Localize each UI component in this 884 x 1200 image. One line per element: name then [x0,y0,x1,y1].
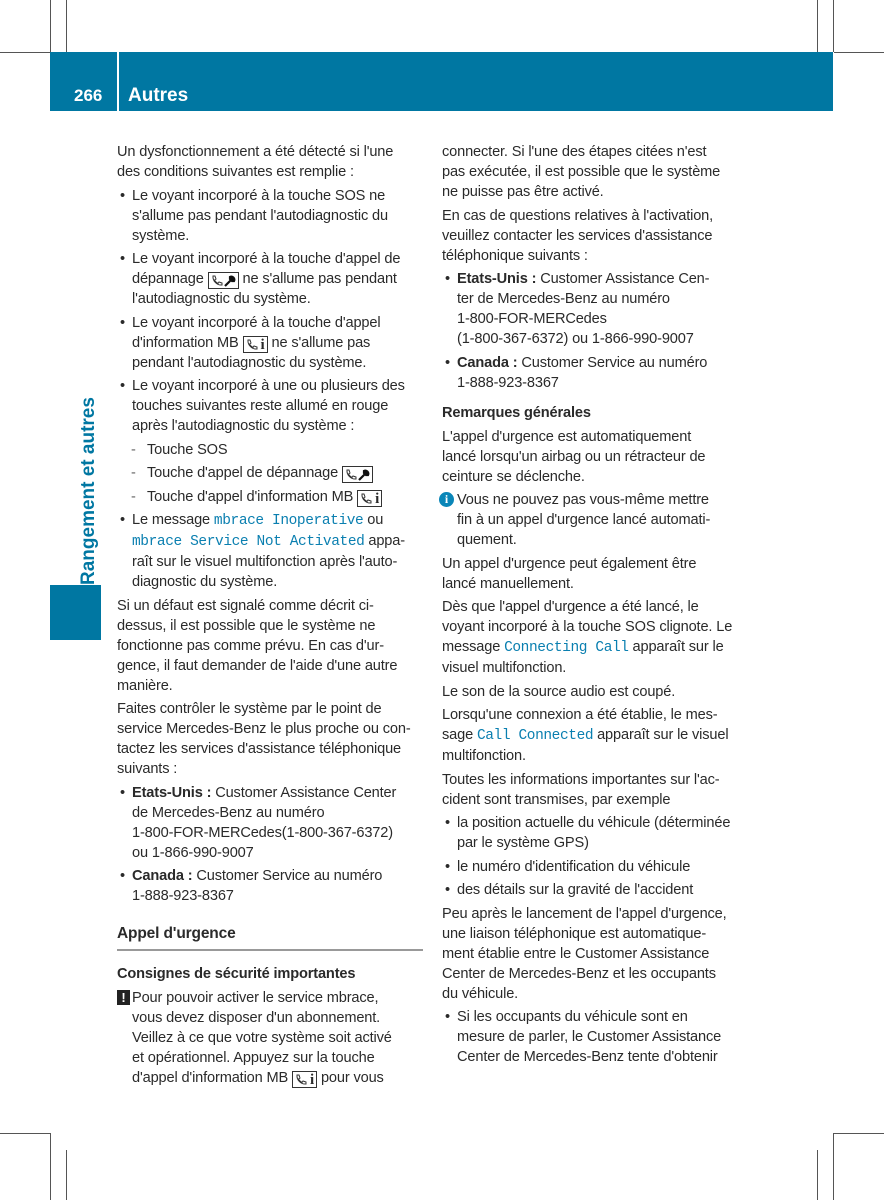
paragraph [442,427,748,487]
bullet-item [442,880,748,900]
display-message: mbrace Inoperative [213,513,364,529]
display-message: Connecting Call [504,640,629,656]
warning-icon: ! [117,990,130,1005]
header-divider [117,0,119,111]
bold-label: Canada : [132,868,193,884]
paragraph [442,904,748,1004]
text: Le voyant incorporé à une ou plusieurs des touches suivantes reste allumé en rouge après l'autodiagnostic du système : [132,378,405,434]
text: Consignes de sécurité importantes [117,966,356,982]
sub-list-item [117,463,423,483]
left-column [117,142,423,1092]
bold-label: Canada : [457,354,518,371]
bullet-item [442,813,748,853]
text: ou [367,512,384,528]
side-tab-label: Rangement et autres [78,397,99,585]
crop-mark [0,1133,50,1134]
text: Dès que l'appel d'urgence a été lancé, le voyant incorporé à la touche SOS clignote. Le message [442,599,733,655]
bullet-item [442,269,748,349]
text: L'appel d'urgence est automatiquement lancé lorsqu'un airbag ou un rétracteur de ceinture se déclenche. [442,428,706,485]
display-message: mbrace Service Not Activated [132,534,365,550]
display-message: Call Connected [476,728,594,744]
text: Touche SOS [147,441,228,458]
text: Le voyant incorporé à la touche SOS ne s'allume pas pendant l'autodiagnostic du système. [132,187,388,244]
phone-info-icon: i [243,336,268,353]
text: Le son de la source audio est coupé. [442,683,676,700]
sub-list-item [117,487,423,507]
text: apparaît sur le visuel multifonction. [442,639,724,676]
paragraph [442,206,748,266]
text: ne s'allume pas pendant l'autodiagnostic du système. [132,271,397,307]
text: pour vous [317,1070,384,1086]
text: Un dysfonctionnement a été détecté si l'une des conditions suivantes est remplie : [117,144,394,180]
right-column [442,142,748,1071]
text: Remarques générales [442,404,591,421]
crop-mark [66,0,67,52]
text: Si un défaut est signalé comme décrit ci- dessus, il est possible que le système ne fonctionne pas comme prévu. En cas d'ur- gence, il faut demander de l'aide d'une autre manière. [117,597,398,694]
paragraph [117,596,423,696]
crop-mark [833,0,834,52]
bold-label: Etats-Unis : [132,784,212,801]
text: En cas de questions relatives à l'activation, veuillez contacter les services d'assistance téléphonique suivants : [442,207,714,264]
bullet-item [117,866,423,906]
text: connecter. Si l'une des étapes citées n'est pas exécutée, il est possible que le système ne puisse pas être activé. [442,144,721,200]
paragraph [442,597,748,678]
text: Le message [132,512,214,528]
crop-mark [817,1150,818,1200]
text: Customer Assistance Cen- ter de Mercedes-Benz au numéro 1-800-FOR-MERCedes (1-800-367-6372) ou 1-866-990-9007 [457,271,710,347]
text: Faites contrôler le système par le point de service Mercedes-Benz le plus proche ou con- tactez les services d'assistance téléphonique suivants : [117,701,411,777]
text: Un appel d'urgence peut également être lancé manuellement. [442,555,697,592]
bullet-item [117,783,423,863]
crop-mark [66,1150,67,1200]
bullet-item [117,313,423,373]
text: ne s'allume pas pendant l'autodiagnostic du système. [132,334,371,371]
bullet-item [117,186,423,246]
bullet-item [117,510,423,592]
text: Customer Service au numéro 1-888-923-8367 [132,868,383,904]
paragraph [442,682,748,702]
bullet-item [117,249,423,309]
text: la position actuelle du véhicule (déterminée par le système GPS) [457,815,731,851]
bullet-item [442,1007,748,1067]
text: Toutes les informations importantes sur l'ac- cident sont transmises, par exemple [442,771,720,808]
crop-mark [50,1133,51,1200]
text: Le voyant incorporé à la touche d'appel de dépannage [132,251,401,287]
page-header [50,52,833,111]
text: appa- raît sur le visuel multifonction après l'auto- diagnostic du système. [132,533,405,590]
bullet-item [442,353,748,393]
text: Peu après le lancement de l'appel d'urgence, une liaison téléphonique est automatique- ment établie entre le Customer Assistance Center de Mercedes-Benz et les occupants du véhicule. [442,905,727,1002]
phone-info-icon: i [357,490,382,507]
sub-list-item [117,440,423,460]
text: des détails sur la gravité de l'accident [457,882,694,898]
bullet-item [117,376,423,436]
paragraph [117,699,423,779]
paragraph [442,554,748,594]
info-note [442,490,748,550]
crop-mark [817,0,818,52]
info-icon: i [439,492,454,507]
paragraph [442,770,748,810]
phone-info-icon: i [292,1071,317,1088]
paragraph [117,142,423,182]
crop-mark [0,52,50,53]
bullet-item [442,857,748,877]
text: apparaît sur le visuel multifonction. [442,727,729,764]
paragraph [442,142,748,202]
phone-wrench-icon [208,272,239,289]
subheading [442,403,748,423]
crop-mark [833,1133,834,1200]
warning-note [117,988,423,1088]
text: Appel d'urgence [117,925,236,942]
text: Si les occupants du véhicule sont en mesure de parler, le Customer Assistance Center de Mercedes-Benz tente d'obtenir [457,1009,722,1065]
crop-mark [834,1133,884,1134]
page-number: 266 [74,86,103,105]
subheading [117,964,423,984]
text: Lorsqu'une connexion a été établie, le mes- sage [442,707,718,743]
text: Customer Service au numéro 1-888-923-8367 [457,354,708,391]
text: Pour pouvoir activer le service mbrace, vous devez disposer d'un abonnement. Veillez à ce que votre système soit activé et opérationnel. Appuyez sur la touche d'appel d'information MB [132,990,392,1086]
bold-label: Etats-Unis : [457,271,537,287]
section-heading [117,924,423,951]
text: le numéro d'identification du véhicule [457,858,691,875]
section-title: Autres [128,85,189,106]
text: Customer Assistance Center de Mercedes-Benz au numéro 1-800-FOR-MERCedes(1-800-367-6372) ou 1-866-990-9007 [132,784,397,861]
crop-mark [834,52,884,53]
text: Le voyant incorporé à la touche d'appel d'information MB [132,314,381,351]
paragraph [442,705,748,766]
crop-mark [50,0,51,52]
side-tab-marker [50,585,101,640]
text: Touche d'appel de dépannage [147,465,342,481]
text: Touche d'appel d'information MB [147,488,358,505]
text: Vous ne pouvez pas vous-même mettre fin à un appel d'urgence lancé automati- quement. [457,492,711,548]
phone-wrench-icon [342,466,373,483]
